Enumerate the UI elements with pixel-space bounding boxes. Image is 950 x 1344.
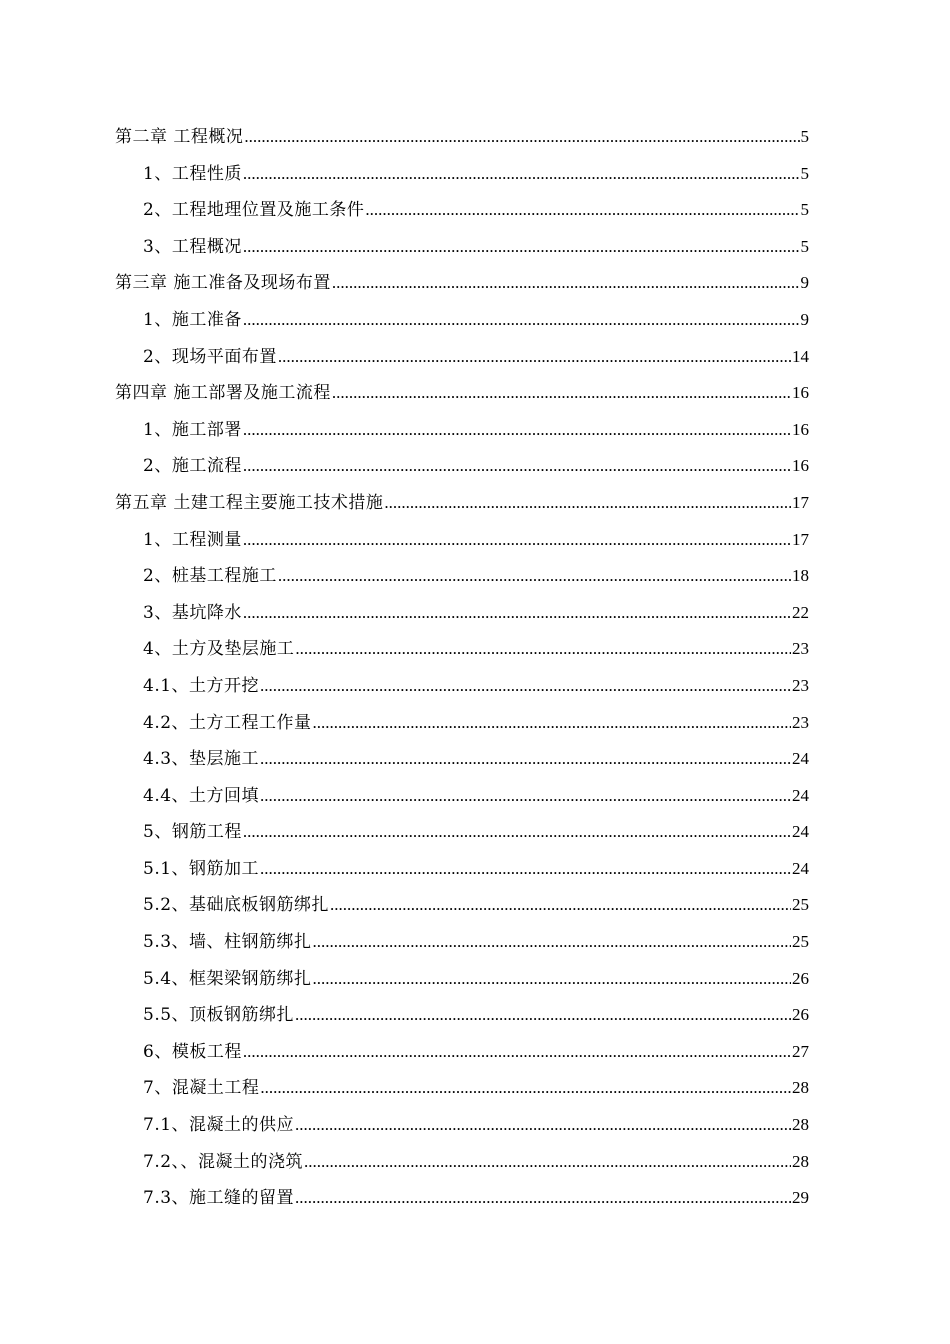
- toc-dot-leader: [295, 1107, 791, 1144]
- toc-entry-page: 28: [792, 1151, 809, 1171]
- toc-dot-leader: [260, 851, 791, 888]
- toc-entry-page: 17: [792, 529, 809, 549]
- toc-entry-page: 5: [800, 127, 809, 146]
- toc-entry-title: 7.2、、混凝土的浇筑: [143, 1151, 304, 1172]
- toc-entry-title: 2、工程地理位置及施工条件: [143, 200, 365, 221]
- toc-entry[interactable]: [115, 631, 809, 668]
- toc-dot-leader: [295, 1180, 791, 1217]
- toc-entry[interactable]: [115, 1034, 809, 1071]
- toc-entry-title: 2、桩基工程施工: [143, 566, 277, 587]
- toc-dot-leader: [243, 1034, 791, 1071]
- toc-entry[interactable]: [115, 302, 809, 339]
- toc-entry[interactable]: [115, 522, 809, 559]
- toc-entry-page: 5: [800, 236, 809, 256]
- toc-entry-title: 1、施工准备: [143, 309, 242, 330]
- toc-entry-title: 7.3、施工缝的留置: [143, 1188, 295, 1209]
- toc-entry-page: 26: [792, 968, 809, 988]
- toc-dot-leader: [384, 485, 791, 522]
- toc-entry-title: 1、工程性质: [143, 163, 242, 184]
- toc-dot-leader: [295, 997, 791, 1034]
- toc-entry[interactable]: [115, 997, 809, 1034]
- toc-entry-page: 16: [792, 383, 809, 403]
- toc-entry[interactable]: [115, 924, 809, 961]
- toc-entry-title: 1、工程测量: [143, 529, 242, 550]
- toc-dot-leader: [332, 265, 800, 302]
- toc-entry[interactable]: [115, 448, 809, 485]
- toc-entry-title: 第四章 施工部署及施工流程: [115, 383, 331, 404]
- toc-entry[interactable]: [115, 961, 809, 998]
- toc-entry-chapter-3[interactable]: [115, 265, 809, 302]
- toc-entry[interactable]: [115, 851, 809, 888]
- toc-dot-leader: [365, 192, 799, 229]
- toc-entry-page: 25: [792, 932, 809, 952]
- toc-entry[interactable]: [115, 668, 809, 705]
- toc-dot-leader: [313, 924, 791, 961]
- toc-entry-title: 2、施工流程: [143, 456, 242, 477]
- toc-dot-leader: [244, 119, 799, 156]
- toc-entry-title: 5.3、墙、柱钢筋绑扎: [143, 932, 312, 953]
- toc-entry-page: 24: [792, 858, 809, 878]
- toc-entry-chapter-2[interactable]: [115, 119, 809, 156]
- toc-entry-page: 24: [792, 749, 809, 769]
- toc-dot-leader: [313, 705, 791, 742]
- toc-entry-page: 18: [792, 566, 809, 586]
- toc-entry-page: 29: [792, 1188, 809, 1208]
- toc-dot-leader: [243, 156, 800, 193]
- toc-entry-page: 14: [792, 346, 809, 366]
- toc-dot-leader: [243, 522, 791, 559]
- toc-dot-leader: [243, 595, 791, 632]
- toc-dot-leader: [260, 668, 791, 705]
- toc-entry-title: 5.4、框架梁钢筋绑扎: [143, 968, 312, 989]
- toc-dot-leader: [278, 339, 791, 376]
- toc-dot-leader: [304, 1144, 791, 1181]
- toc-entry-page: 28: [792, 1078, 809, 1098]
- toc-entry-chapter-5[interactable]: [115, 485, 809, 522]
- table-of-contents: [115, 119, 809, 1217]
- toc-entry-page: 16: [792, 456, 809, 476]
- toc-entry-title: 2、现场平面布置: [143, 346, 277, 367]
- toc-entry-title: 7、混凝土工程: [143, 1078, 260, 1099]
- toc-entry[interactable]: [115, 595, 809, 632]
- toc-entry[interactable]: [115, 1070, 809, 1107]
- toc-entry-page: 23: [792, 639, 809, 659]
- toc-entry-page: 23: [792, 712, 809, 732]
- toc-entry[interactable]: [115, 1144, 809, 1181]
- toc-dot-leader: [330, 887, 791, 924]
- toc-entry-page: 25: [792, 895, 809, 915]
- toc-entry[interactable]: [115, 156, 809, 193]
- toc-entry[interactable]: [115, 339, 809, 376]
- toc-entry[interactable]: [115, 1180, 809, 1217]
- toc-entry-title: 5.5、顶板钢筋绑扎: [143, 1005, 295, 1026]
- toc-entry[interactable]: [115, 1107, 809, 1144]
- toc-entry-title: 6、模板工程: [143, 1041, 242, 1062]
- toc-entry-page: 5: [800, 163, 809, 183]
- toc-entry-title: 3、基坑降水: [143, 602, 242, 623]
- toc-entry[interactable]: [115, 814, 809, 851]
- toc-entry-page: 17: [792, 492, 809, 512]
- toc-entry-title: 4.4、土方回填: [143, 785, 260, 806]
- toc-entry-page: 16: [792, 419, 809, 439]
- toc-dot-leader: [295, 631, 791, 668]
- toc-entry[interactable]: [115, 705, 809, 742]
- toc-dot-leader: [278, 558, 791, 595]
- toc-entry-title: 1、施工部署: [143, 419, 242, 440]
- toc-entry-page: 23: [792, 675, 809, 695]
- toc-entry-title: 5.2、基础底板钢筋绑扎: [143, 895, 330, 916]
- toc-entry-title: 7.1、混凝土的供应: [143, 1115, 295, 1136]
- toc-dot-leader: [243, 302, 800, 339]
- toc-entry-page: 26: [792, 1005, 809, 1025]
- toc-entry-page: 9: [800, 309, 809, 329]
- toc-entry-title: 5、钢筋工程: [143, 822, 242, 843]
- toc-entry[interactable]: [115, 741, 809, 778]
- toc-dot-leader: [332, 375, 791, 412]
- toc-entry[interactable]: [115, 887, 809, 924]
- toc-entry-page: 5: [800, 200, 809, 220]
- toc-entry-title: 4.3、垫层施工: [143, 749, 260, 770]
- toc-dot-leader: [260, 741, 791, 778]
- toc-entry-page: 27: [792, 1041, 809, 1061]
- toc-entry-page: 22: [792, 602, 809, 622]
- toc-entry-chapter-4[interactable]: [115, 375, 809, 412]
- toc-entry-title: 3、工程概况: [143, 236, 242, 257]
- toc-dot-leader: [313, 961, 791, 998]
- toc-entry-page: 24: [792, 822, 809, 842]
- toc-entry-title: 第五章 土建工程主要施工技术措施: [115, 492, 384, 513]
- toc-entry-title: 第二章 工程概况: [115, 127, 244, 147]
- toc-dot-leader: [260, 778, 791, 815]
- toc-entry-page: 28: [792, 1115, 809, 1135]
- toc-dot-leader: [243, 229, 800, 266]
- toc-entry-title: 4、土方及垫层施工: [143, 639, 295, 660]
- toc-entry[interactable]: [115, 229, 809, 266]
- toc-entry-title: 4.2、土方工程工作量: [143, 712, 312, 733]
- toc-dot-leader: [243, 448, 791, 485]
- toc-dot-leader: [243, 412, 791, 449]
- toc-entry-title: 第三章 施工准备及现场布置: [115, 273, 331, 294]
- toc-entry-page: 24: [792, 785, 809, 805]
- toc-dot-leader: [260, 1070, 791, 1107]
- toc-entry[interactable]: [115, 412, 809, 449]
- toc-entry-page: 9: [800, 273, 809, 293]
- toc-entry-title: 4.1、土方开挖: [143, 675, 260, 696]
- toc-entry-title: 5.1、钢筋加工: [143, 858, 260, 879]
- toc-dot-leader: [243, 814, 791, 851]
- toc-entry[interactable]: [115, 558, 809, 595]
- toc-entry[interactable]: [115, 778, 809, 815]
- toc-entry[interactable]: [115, 192, 809, 229]
